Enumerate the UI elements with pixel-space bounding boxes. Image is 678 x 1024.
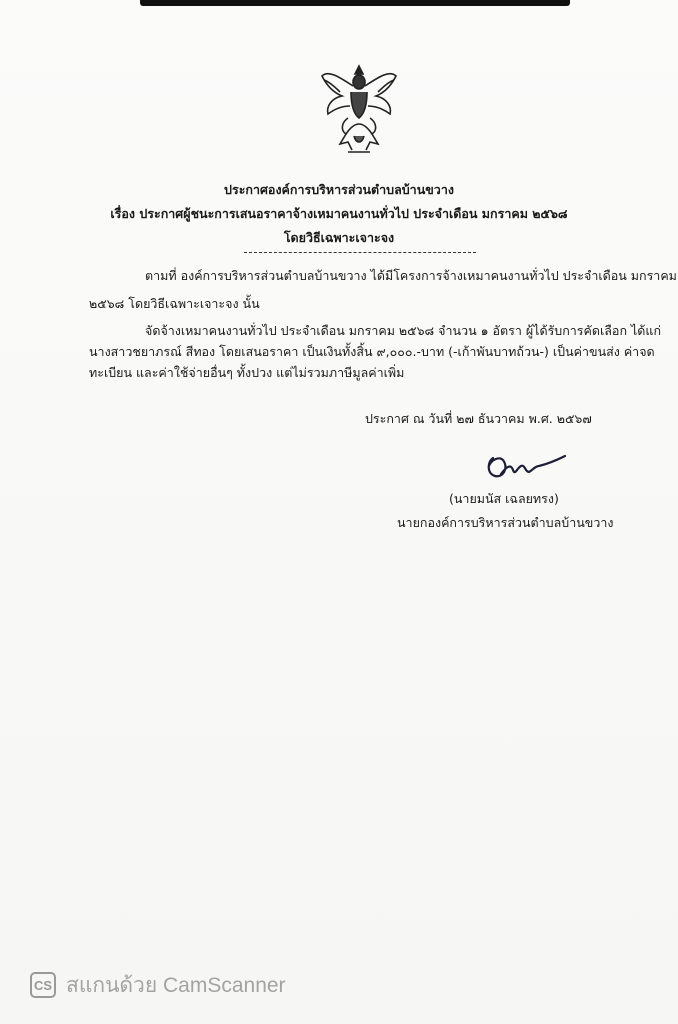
paragraph-2-line-1: จัดจ้างเหมาคนงานทั่วไป ประจำเดือน มกราคม ๒๕๖๘ จำนวน ๑ อัตรา ผู้ได้รับการคัดเลือก ได้แก่ bbox=[145, 323, 662, 338]
paragraph-1-line-1: ตามที่ องค์การบริหารส่วนตำบลบ้านขวาง ได้มีโครงการจ้างเหมาคนงานทั่วไป ประจำเดือน มกราคม bbox=[145, 268, 677, 283]
announcement-subject: เรื่อง ประกาศผู้ชนะการเสนอราคาจ้างเหมาคนงานทั่วไป ประจำเดือน มกราคม ๒๕๖๘ bbox=[110, 206, 568, 221]
camscanner-watermark bbox=[30, 970, 286, 1000]
garuda-emblem-icon bbox=[318, 62, 400, 158]
announcement-title: ประกาศองค์การบริหารส่วนตำบลบ้านขวาง bbox=[224, 182, 454, 197]
paragraph-2-line-3: ทะเบียน และค่าใช้จ่ายอื่นๆ ทั้งปวง แต่ไม่รวมภาษีมูลค่าเพิ่ม bbox=[89, 365, 405, 380]
scan-edge-shadow bbox=[140, 0, 570, 6]
signer-name: (นายมนัส เฉลยทรง) bbox=[449, 491, 559, 506]
divider-line bbox=[244, 252, 476, 253]
signature bbox=[483, 448, 569, 484]
paragraph-1-line-2: ๒๕๖๘ โดยวิธีเฉพาะเจาะจง นั้น bbox=[89, 296, 260, 311]
signer-position: นายกองค์การบริหารส่วนตำบลบ้านขวาง bbox=[397, 515, 614, 530]
paragraph-2-line-2: นางสาวชยาภรณ์ สีทอง โดยเสนอราคา เป็นเงินทั้งสิ้น ๙,๐๐๐.-บาท (-เก้าพันบาทถ้วน-) เป็นค่าขนส่ง ค่าจด bbox=[89, 344, 655, 359]
announcement-date: ประกาศ ณ วันที่ ๒๗ ธันวาคม พ.ศ. ๒๕๖๗ bbox=[365, 411, 592, 426]
camscanner-logo-icon: CS bbox=[30, 972, 56, 998]
camscanner-text: สแกนด้วย CamScanner bbox=[66, 973, 286, 997]
procurement-method: โดยวิธีเฉพาะเจาะจง bbox=[283, 230, 395, 245]
